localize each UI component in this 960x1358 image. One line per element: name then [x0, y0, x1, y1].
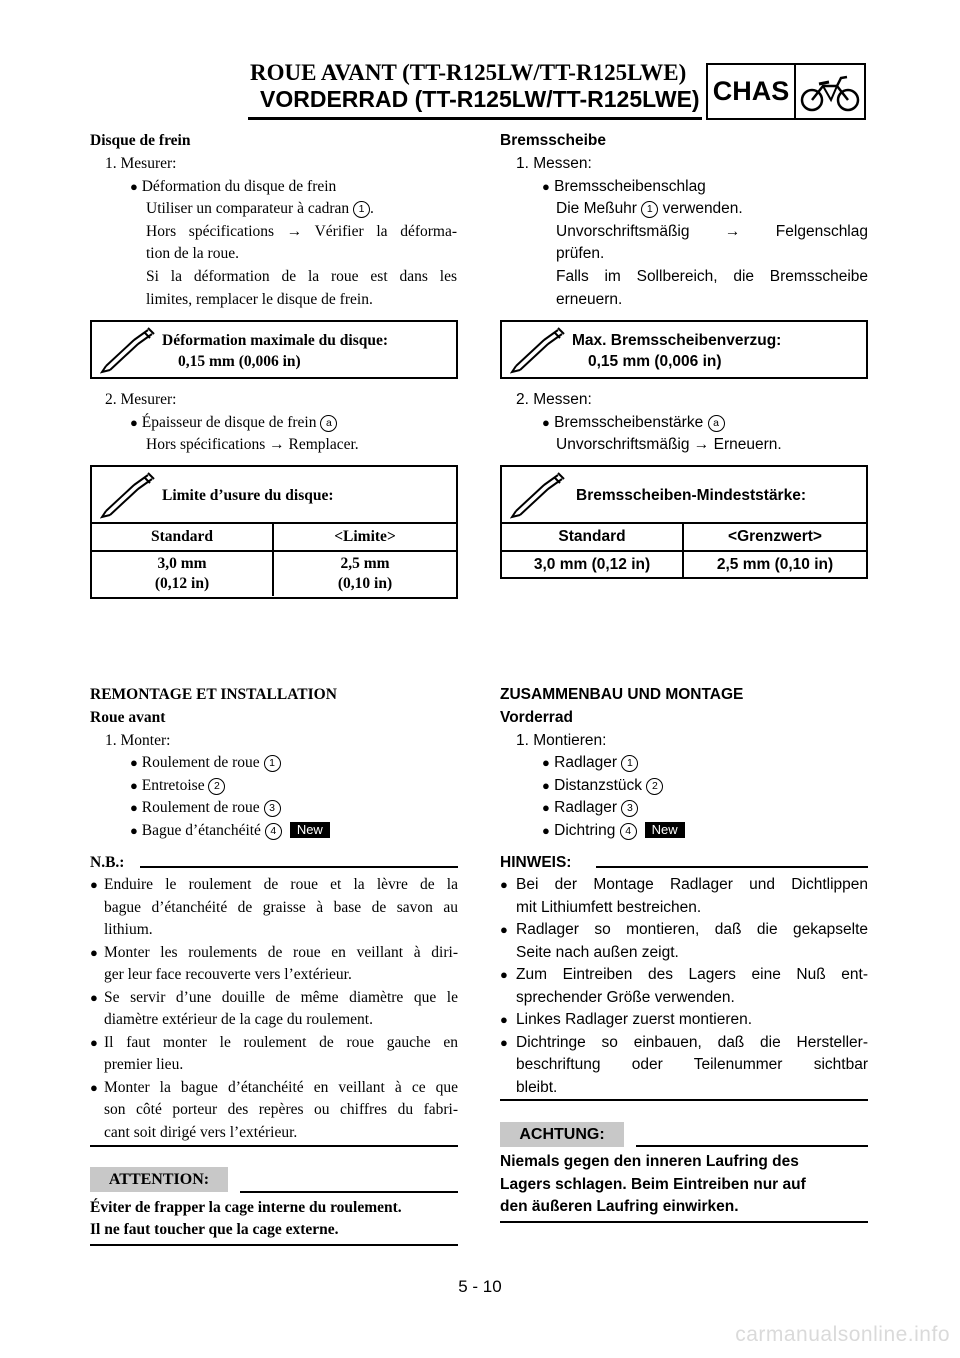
de-line6: Unvorschriftsmäßig → Erneuern.	[556, 436, 782, 453]
table-cell: 3,0 mm (0,12 in)	[92, 552, 274, 596]
de-line2: Unvorschriftsmäßig → Felgenschlag	[556, 223, 868, 240]
list-item: ● Dichtring 4 New	[542, 820, 685, 843]
fr-line5: limites, remplacer le disque de frein.	[146, 291, 373, 308]
motorcycle-icon	[796, 65, 864, 118]
de-bullet2: ● Bremsscheibenstärke a	[542, 412, 725, 435]
de-line3: prüfen.	[556, 245, 605, 262]
table-header: <Limite>	[274, 524, 456, 552]
de-note-label: HINWEIS:	[500, 854, 572, 871]
de-caution-text-2: Lagers schlagen. Beim Eintreiben nur auf	[500, 1176, 806, 1193]
table-cell: 2,5 mm (0,10 in)	[716, 556, 834, 573]
caliper-icon	[100, 471, 156, 521]
watermark: carmanualsonline.info	[735, 1323, 950, 1346]
de-assembly-heading: ZUSAMMENBAU UND MONTAGE	[500, 686, 744, 703]
fr-note-label: N.B.:	[90, 854, 125, 871]
list-item: ● Bague d’étanchéité 4 New	[130, 820, 330, 843]
de-bullet1: ● Bremsscheibenschlag	[542, 178, 706, 195]
caution-rule	[240, 1191, 458, 1193]
de-step2: 2. Messen:	[516, 391, 592, 408]
de-line4: Falls im Sollbereich, die Bremsscheibe	[556, 268, 868, 285]
table-header: Standard	[92, 524, 274, 552]
list-item: ● Roulement de roue 3	[130, 797, 281, 820]
de-spec2-table	[502, 522, 866, 578]
header-rule	[248, 117, 702, 120]
note-rule	[140, 866, 458, 868]
fr-spec-box-2	[90, 465, 458, 599]
fr-wheel-heading: Roue avant	[90, 709, 166, 726]
fr-caution-text-2: Il ne faut toucher que la cage externe.	[90, 1221, 339, 1238]
de-step3: 1. Montieren:	[516, 732, 607, 749]
de-spec-box-1	[500, 320, 868, 379]
ref-1: 1	[641, 201, 658, 218]
fr-bullet2: ● Épaisseur de disque de frein a	[130, 412, 337, 435]
de-caution-text-1: Niemals gegen den inneren Laufring des	[500, 1153, 799, 1170]
de-notes: ● Bei der Montage Radlager und Dichtlippen mit Lithiumfett bestreichen. ● Radlager so montieren, daß die gekapselte Seite nach außen zeigt. ● Zum Eintreiben des Lagers eine Nuß ent- sprechender Größe verwenden. ● Linkes Radlager zuerst montieren. ● Dichtringe so einbauen, daß die Hersteller- beschriftung oder Teilenummer sichtbar bleibt.	[500, 876, 868, 1096]
caution-rule	[636, 1145, 868, 1147]
fr-step1: 1. Mesurer:	[105, 155, 177, 172]
de-line1: Die Meßuhr 1 verwenden.	[556, 200, 743, 217]
fr-line2: Hors spécifications → Vérifier la déforma-	[146, 223, 457, 240]
list-item: ● Entretoise 2	[130, 775, 225, 798]
fr-spec1-title: Déformation maximale du disque:	[162, 332, 389, 349]
fr-line4: Si la déformation de la roue est dans les	[146, 268, 457, 285]
de-spec1-title: Max. Bremsscheibenverzug:	[572, 332, 782, 349]
fr-spec2-table	[92, 522, 456, 596]
note-end-rule	[500, 1099, 868, 1101]
fr-disc-heading: Disque de frein	[90, 132, 191, 149]
caliper-icon	[510, 471, 566, 521]
fr-spec2-title: Limite d’usure du disque:	[162, 487, 334, 504]
caliper-icon	[100, 326, 156, 376]
table-cell: 3,0 mm (0,12 in)	[502, 552, 684, 578]
list-item: ● Distanzstück 2	[542, 775, 663, 798]
note-end-rule	[90, 1145, 458, 1147]
page-number: 5 - 10	[458, 1277, 502, 1296]
note-rule	[596, 866, 868, 868]
de-step1: 1. Messen:	[516, 155, 592, 172]
ref-1: 1	[353, 201, 370, 218]
section-badge	[706, 63, 866, 120]
new-badge: New	[290, 822, 330, 838]
fr-step3: 1. Monter:	[105, 732, 171, 749]
caution-end-rule	[500, 1221, 868, 1223]
de-spec2-title: Bremsscheiben-Mindeststärke:	[576, 487, 806, 504]
caliper-icon	[510, 326, 566, 376]
de-spec1-value: 0,15 mm (0,006 in)	[588, 353, 722, 370]
fr-caution-label: ATTENTION:	[90, 1167, 228, 1192]
de-wheel-heading: Vorderrad	[500, 709, 573, 726]
table-header: Standard	[502, 524, 684, 552]
list-item: ● Radlager 3	[542, 797, 638, 820]
de-caution-label: ACHTUNG:	[500, 1122, 624, 1147]
fr-line1: Utiliser un comparateur à cadran 1 .	[146, 200, 374, 217]
fr-notes: ● Enduire le roulement de roue et la lèvre de la bague d’étanchéité de graisse à base de savon au lithium. ● Monter les roulements de roue en veillant à diri- ger leur face recouverte vers l’extérieur. ● Se servir d’une douille de même diamètre que le diamètre extérieur de la cage du roulement. ● Il faut monter le roulement de roue gauche en premier lieu. ● Monter la bague d’étanchéité en veillant à ce que son côté porteur des repères ou chiffres du fabri- cant soit dirigé vers l’extérieur.	[90, 876, 458, 1141]
fr-caution-text-1: Éviter de frapper la cage interne du roulement.	[90, 1199, 402, 1216]
de-disc-heading: Bremsscheibe	[500, 132, 606, 149]
table-header: <Grenzwert>	[684, 524, 866, 552]
caution-end-rule	[90, 1244, 458, 1246]
fr-bullet1: ● Déformation du disque de frein	[130, 178, 337, 195]
section-label: CHAS	[708, 65, 796, 118]
page-title-de: VORDERRAD (TT-R125LW/TT-R125LWE)	[260, 86, 700, 112]
list-item: ● Radlager 1	[542, 752, 638, 775]
fr-step2: 2. Mesurer:	[105, 391, 177, 408]
de-caution-text-3: den äußeren Laufring einwirken.	[500, 1198, 739, 1215]
new-badge: New	[645, 822, 685, 838]
de-spec-box-2	[500, 465, 868, 579]
de-line5: erneuern.	[556, 291, 623, 308]
page-title-fr: ROUE AVANT (TT-R125LW/TT-R125LWE)	[250, 60, 687, 85]
list-item: ● Roulement de roue 1	[130, 752, 281, 775]
ref-a: a	[708, 415, 725, 432]
fr-line3: tion de la roue.	[146, 245, 239, 262]
fr-spec1-value: 0,15 mm (0,006 in)	[178, 353, 301, 370]
table-cell: 2,5 mm (0,10 in)	[337, 555, 393, 592]
fr-line6: Hors spécifications → Remplacer.	[146, 436, 359, 453]
fr-assembly-heading: REMONTAGE ET INSTALLATION	[90, 686, 337, 703]
ref-a: a	[320, 415, 337, 432]
fr-spec-box-1	[90, 320, 458, 379]
